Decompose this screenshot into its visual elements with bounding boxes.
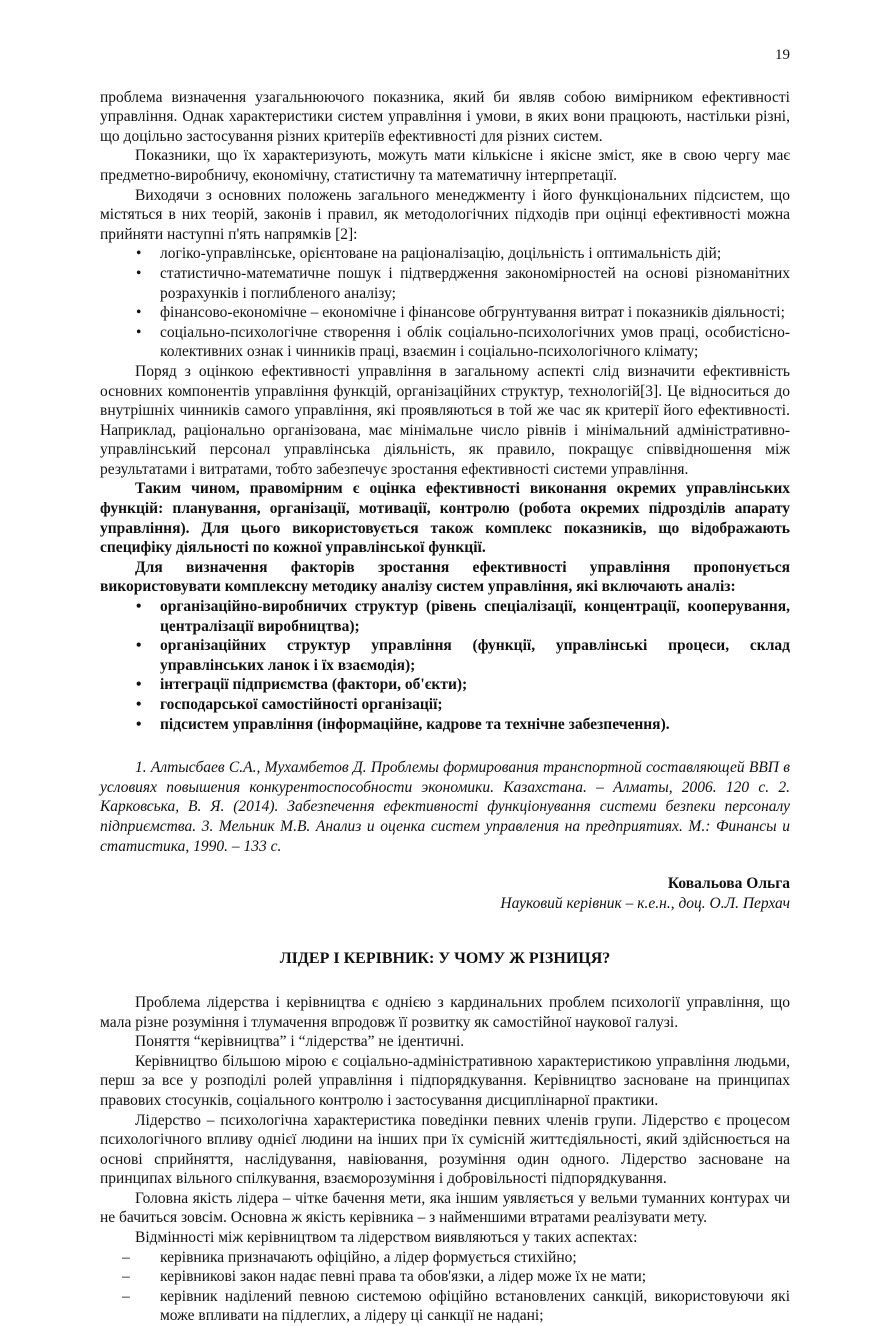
paragraph: Лідерство – психологічна характеристика поведінки певних членів групи. Лідерство є процесом психологічного впливу однієї людини на інших при їх сумісній життєдіяльності, який здійснюється на основі сприйняття, наслідування, навіювання, розуміння один одного. Лідерство засноване на принципах вільного спілкування, взаєморозуміння і добровільності підпорядкування. [100,1111,790,1188]
advisor: Науковий керівник – к.е.н., доц. О.Л. Перхач [500,894,790,912]
bullet-item: • підсистем управління (інформаційне, кадрове та технічне забезпечення). [100,715,790,735]
bullet-item: • організаційних структур управління (функції, управлінські процеси, склад управлінських ланок і їх взаємодія); [100,636,790,675]
dash-item: – керівник наділений певною системою офіційно встановлених санкцій, використовуючи які може впливати на підлеглих, а лідеру ці санкції не надані; [100,1287,790,1326]
paragraph: Поряд з оцінкою ефективності управління в загальному аспекті слід визначити ефективність основних компонентів управління функцій, організаційних структур, технологій[3]. Це відноситься до внутрішніх чинників самого управління, які проявляються в той же час як критерії його ефективності. Наприклад, раціонально організована, має мінімальне число рівнів і мінімальний адміністративно-управлінський персонал управлінська діяльність, як правило, покращує співвідношення між результатами і витратами, тобто забезпечує зростання ефективності системи управління. [100,362,790,478]
bullet-item: • інтеграції підприємства (фактори, об'єкти); [100,675,790,695]
page-number: 19 [775,47,790,63]
paragraph: Поняття “керівництва” і “лідерства” не ідентичні. [135,1033,465,1051]
page-content [100,46,790,1326]
paragraph: Керівництво більшою мірою є соціально-адміністративною характеристикою управління людьми, перш за все у розподілі ролей управління і підпорядкування. Керівництво засноване на принципах правових стосунків, соціального контролю і застосування дисциплінарної практики. [100,1052,790,1109]
paragraph-bold: Для визначення факторів зростання ефективності управління пропонується використовувати комплексну методику аналізу систем управління, які включають аналіз: [100,558,790,596]
dash-list [100,1248,790,1326]
bullet-item: • соціально-психологічне створення і облік соціально-психологічних умов праці, особистісно-колективних ознак і чинників праці, взаємин і соціально-психологічного клімату; [100,323,790,362]
bullet-item: • фінансово-економічне – економічне і фінансове обгрунтування витрат і показників діяльності; [100,303,790,323]
paragraph: проблема визначення узагальнюючого показника, який би являв собою вимірником ефективності управління. Однак характеристики систем управління і умови, в яких вони працюють, настільки різні, що доцільно застосування різних критеріїв ефективності для різних систем. [100,88,790,145]
paragraph: Виходячи з основних положень загального менеджменту і його функціональних підсистем, що містяться в них теорій, законів і правил, як методологічних підходів при оцінці ефективності можна прийняти наступні п'ять напрямків [2]: [100,186,790,243]
dash-item: – керівникові закон надає певні права та обов'язки, а лідер може їх не мати; [100,1267,790,1287]
references: 1. Алтысбаев С.А., Мухамбетов Д. Проблемы формирования транспортной составляющей ВВП в условиях повышения конкурентоспособности экономики. Казахстана. – Алматы, 2006. 120 с. 2. Карковська, В. Я. (2014). Забезпечення ефективності функціонування системи безпеки персоналу підприємства. 3. Мельник М.В. Анализ и оценка систем управления на предприятиях. М.: Финансы и статистика, 1990. – 133 с. [100,759,790,855]
bullet-list [100,244,790,362]
paragraph: Показники, що їх характеризують, можуть мати кількісне і якісне зміст, яке в свою чергу має предметно-виробничу, економічну, статистичну та математичну інтерпретації. [100,147,790,184]
dash-item: – керівника призначають офіційно, а лідер формується стихійно; [100,1248,790,1268]
bullet-item: • організаційно-виробничих структур (рівень спеціалізації, концентрації, кооперування, централізації виробництва); [100,597,790,636]
bullet-item: • статистично-математичне пошук і підтвердження закономірностей на основі різноманітних розрахунків і поглибленого аналізу; [100,264,790,303]
paragraph: Головна якість лідера – чітке бачення мети, яка іншим уявляється у вельми туманних контурах чи не бачиться зовсім. Основна ж якість керівника – з найменшими втратами реалізувати мету. [100,1189,790,1227]
paragraph: Проблема лідерства і керівництва є однією з кардинальних проблем психології управління, що мала різне розуміння і тлумачення впродовж її розвитку як самостійної наукової галузі. [100,993,790,1031]
bullet-list-bold [100,597,790,734]
article-title: ЛІДЕР І КЕРІВНИК: У ЧОМУ Ж РІЗНИЦЯ? [279,950,611,968]
byline [100,874,790,913]
paragraph: Відмінності між керівництвом та лідерством виявляються у таких аспектах: [135,1229,638,1247]
paragraph-bold: Таким чином, правомірним є оцінка ефективності виконання окремих управлінських функцій: планування, організації, мотивації, контролю (робота окремих підрозділів апарату управління). Для цього використовується також комплекс показників, що відображають специфіку діяльності по кожної управлінської функції. [100,480,790,557]
bullet-item: • господарської самостійності організації; [100,695,790,715]
bullet-item: • логіко-управлінське, орієнтоване на раціоналізацію, доцільність і оптимальність дій; [100,244,790,264]
author-name: Ковальова Ольга [667,875,790,893]
